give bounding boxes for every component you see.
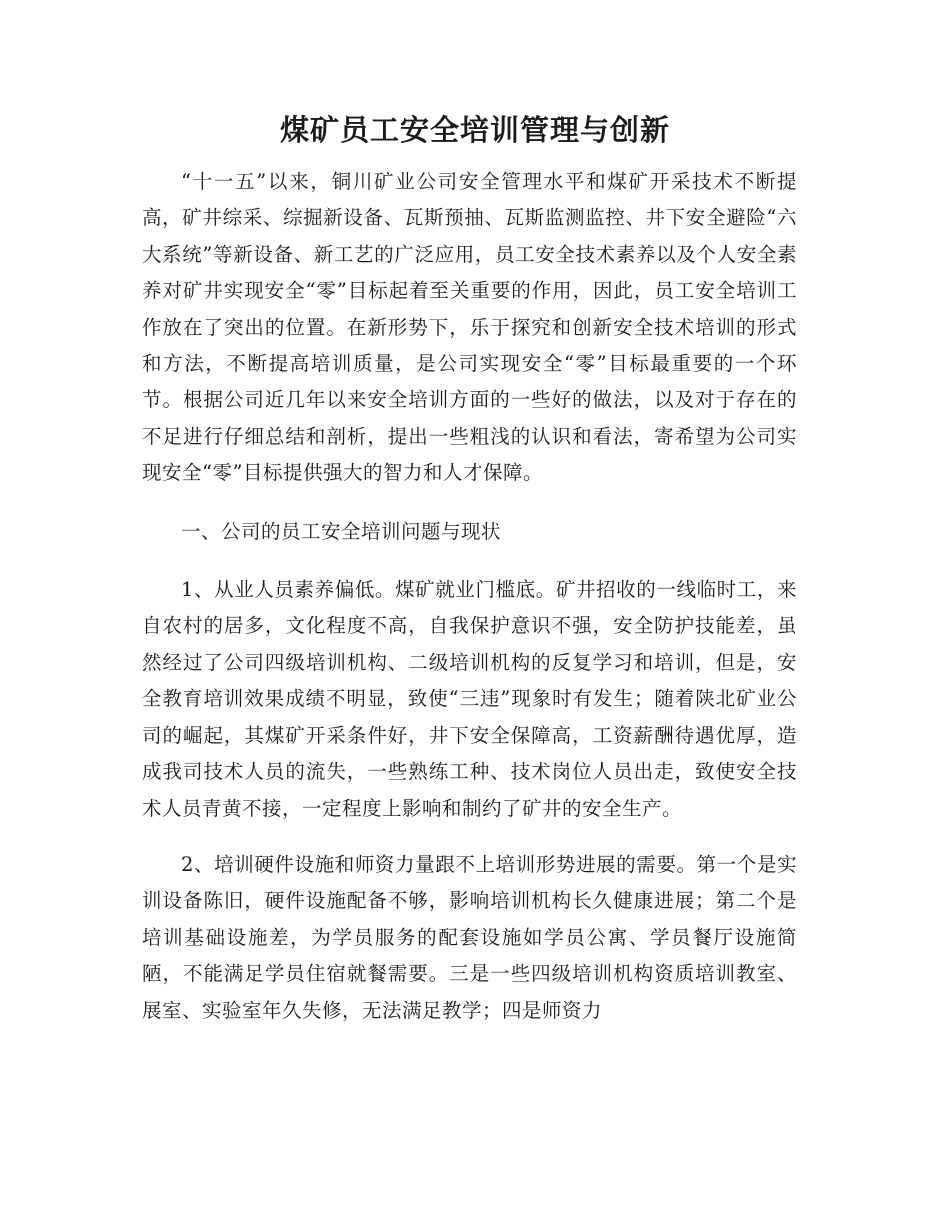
paragraph-item-2: 2、培训硬件设施和师资力量跟不上培训形势进展的需要。第一个是实训设备陈旧，硬件设施配备不够，影响培训机构长久健康进展；第二个是培训基础设施差，为学员服务的配套设施如学员公寓、学员餐厅设施简陋，不能满足学员住宿就餐需要。三是一些四级培训机构资质培训教室、展室、实验室年久失修，无法满足教学；四是师资力 (142, 852, 797, 1022)
section-heading-1: 一、公司的员工安全培训问题与现状 (181, 519, 502, 543)
intro-paragraph: “十一五”以来，铜川矿业公司安全管理水平和煤矿开采技术不断提高，矿井综采、综掘新设备、瓦斯预抽、瓦斯监测监控、井下安全避险“六大系统”等新设备、新工艺的广泛应用，员工安全技术素养以及个人安全素养对矿井实现安全“零”目标起着至关重要的作用，因此，员工安全培训工作放在了突出的位置。在新形势下，乐于探究和创新安全技术培训的形式和方法，不断提高培训质量，是公司实现安全“零”目标最重要的一个环节。根据公司近几年以来安全培训方面的一些好的做法，以及对于存在的不足进行仔细总结和剖析，提出一些粗浅的认识和看法，寄希望为公司实现安全“零”目标提供强大的智力和人才保障。 (142, 170, 797, 485)
document-body (142, 164, 797, 1029)
document-title: 煤矿员工安全培训管理与创新 (279, 113, 670, 147)
paragraph-item-1: 1、从业人员素养偏低。煤矿就业门槛底。矿井招收的一线临时工，来自农村的居多，文化程度不高，自我保护意识不强，安全防护技能差，虽然经过了公司四级培训机构、二级培训机构的反复学习和培训，但是，安全教育培训效果成绩不明显，致使“三违”现象时有发生；随着陕北矿业公司的崛起，其煤矿开采条件好，井下安全保障高，工资薪酬待遇优厚，造成我司技术人员的流失，一些熟练工种、技术岗位人员出走，致使安全技术人员青黄不接，一定程度上影响和制约了矿井的安全生产。 (142, 578, 797, 820)
